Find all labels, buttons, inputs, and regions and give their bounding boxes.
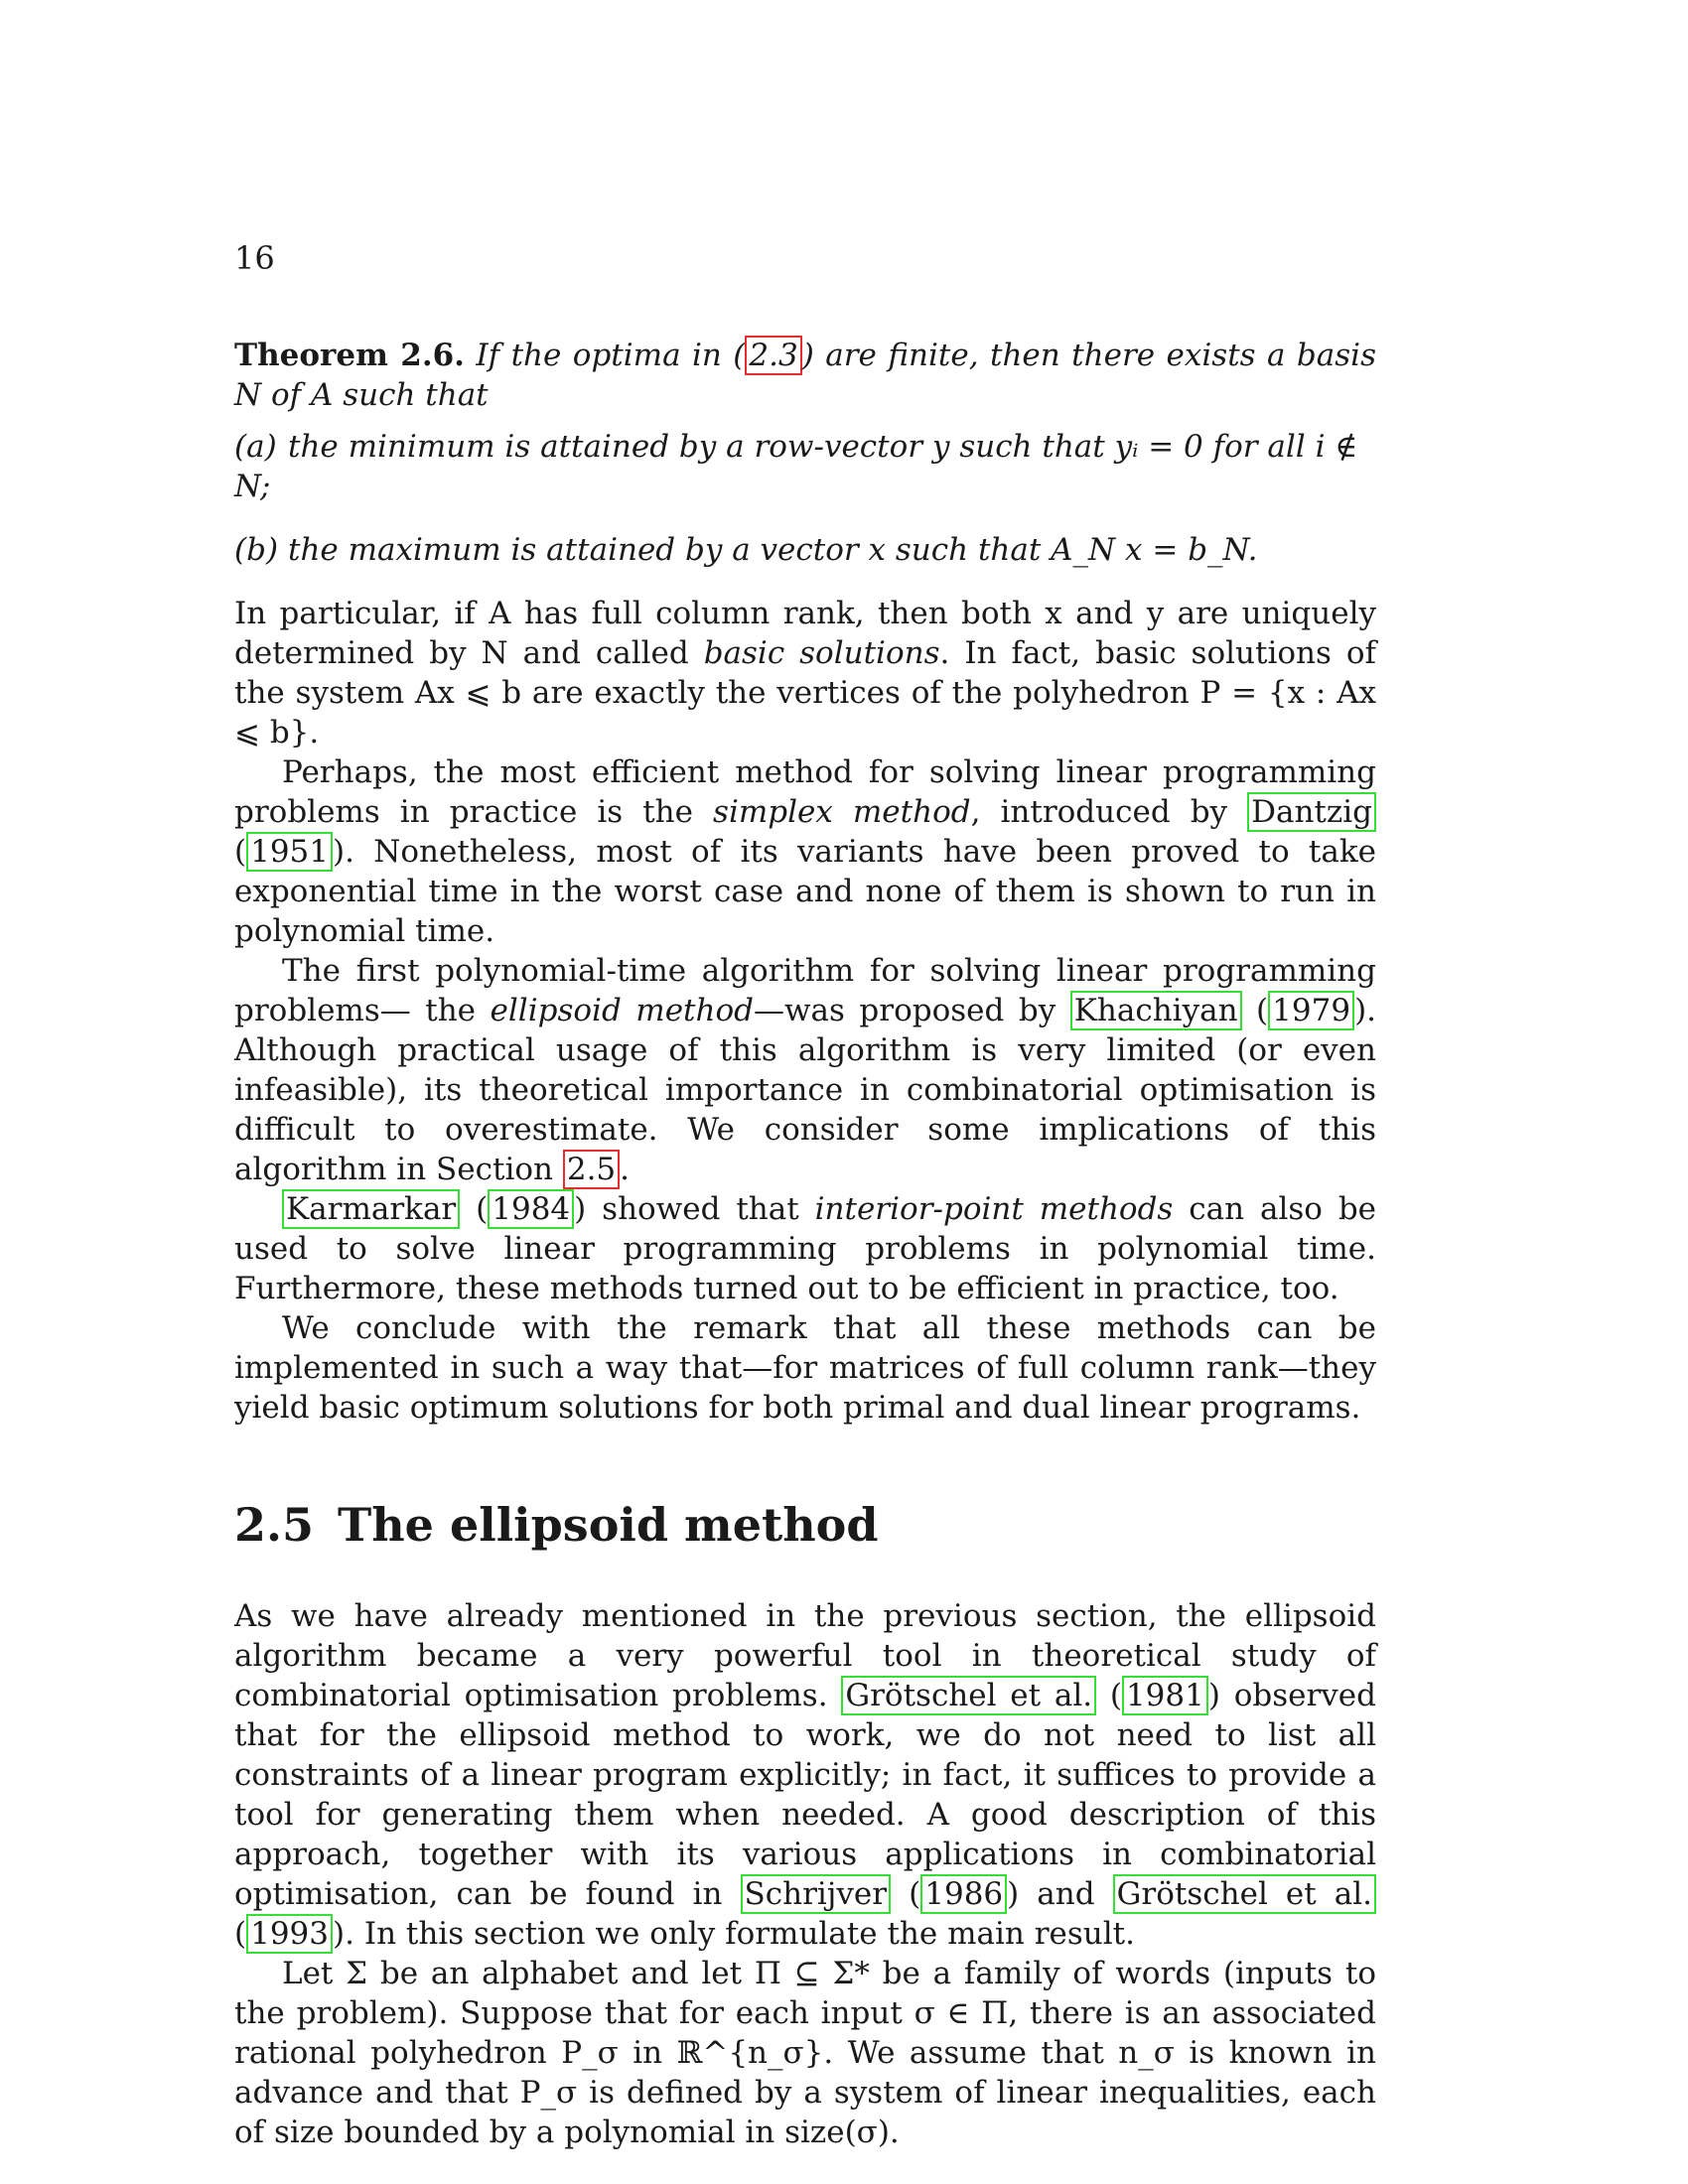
- section-title: The ellipsoid method: [338, 1498, 879, 1552]
- paragraph-basic-solutions: [234, 594, 1376, 752]
- citation-author-link[interactable]: Karmarkar: [282, 1189, 460, 1229]
- emphasis: basic solutions: [703, 635, 940, 671]
- text-run: The first polynomial-time algorithm for solving linear programming problems— the: [234, 953, 1376, 1028]
- citation-year-link[interactable]: 1981: [1122, 1676, 1208, 1715]
- paragraph-ellipsoid-overview: As we have already mentioned in the previous section, the ellipsoid algorithm became a very powerful tool in theoretical study of combinatorial optimisation problems. Grötschel et al. ( 1981 ) observed that for the ellipsoid method to work, we do not need to list all constraints of a linear program explicitly; in fact, it suffices to provide a tool for generating them when needed. A good description of this approach, together with its various applications in combinatorial optimisation, can be found in Schrijver ( 1986 ) and Grötschel et al. ( 1993 ). In this section we only formulate the main result.: [234, 1598, 1376, 1952]
- text-run: We conclude with the remark that all these methods can be implemented in such a way that—for matrices of full column rank—they yield basic optimum solutions for both primal and dual linear programs.: [234, 1310, 1376, 1426]
- text-run: ). Although practical usage of this algorithm is very limited (or even infeasible), its theoretical importance in combinatorial optimisation is difficult to overestimate. We consider some implications of this algorithm in Section: [234, 993, 1377, 1187]
- paragraph-simplex: Perhaps, the most efficient method for solving linear programming problems in practice is the simplex method, introduced by Dantzig ( 1951 ). Nonetheless, most of its variants have been proved to take exponential time in the worst case and none of them is shown to run in polynomial time.: [234, 754, 1376, 949]
- item-text: the minimum is attained by a row-vector y such that yᵢ = 0 for all i ∉ N;: [234, 429, 1358, 504]
- equation-ref-link[interactable]: 2.3: [745, 336, 801, 375]
- theorem-text-part: ) are finite, then there exists a basis N of A such that: [234, 338, 1376, 413]
- text-run: Perhaps, the most efficient method for solving linear programming problems in practice is the: [234, 754, 1376, 830]
- item-label: (b): [234, 532, 279, 568]
- citation-author-link[interactable]: Schrijver: [741, 1874, 892, 1914]
- section-number: 2.5: [234, 1498, 315, 1552]
- emphasis: simplex method: [713, 794, 971, 830]
- theorem-heading: Theorem 2.6.: [234, 338, 465, 373]
- paragraph-conclusion: [234, 1308, 1376, 1428]
- paragraph-alphabet-setup: [234, 1954, 1376, 2152]
- text-run: In particular, if A has full column rank, then both x and y are uniquely determined by N and called: [234, 596, 1376, 671]
- text-run: Let Σ be an alphabet and let Π ⊆ Σ* be a family of words (inputs to the problem). Suppose that for each input σ ∈ Π, there is an associated rational polyhedron P_σ in ℝ^{n_σ}. We assume that n_σ is known in advance and that P_σ is defined by a system of linear inequalities, each of size bounded by a polynomial in size(σ).: [234, 1956, 1376, 2150]
- text-run: ) showed that: [574, 1191, 815, 1227]
- text-run: .: [620, 1152, 631, 1187]
- body-text: [234, 336, 1376, 2152]
- text-run: ) and: [1007, 1876, 1113, 1912]
- text-run: ). In this section we only formulate the main result.: [333, 1916, 1135, 1952]
- theorem-conditions: [234, 427, 1376, 570]
- item-label: (a): [234, 429, 277, 465]
- citation-year-link[interactable]: 1951: [246, 832, 333, 872]
- text-run: ) observed that for the ellipsoid method to work, we do not need to list all constraints of a linear program explicitly; in fact, it suffices to provide a tool for generating them when needed. A good description of this approach, together with its various applications in combinatorial optimisation, can be found in: [234, 1678, 1376, 1912]
- text-run: . In fact, basic solutions of the system Ax ⩽ b are exactly the vertices of the polyhedron P = {x : Ax ⩽ b}.: [234, 635, 1376, 751]
- section-heading: [234, 1497, 1376, 1553]
- paragraph-interior-point: Karmarkar ( 1984 ) showed that interior-point methods can also be used to solve linear programming problems in polynomial time. Furthermore, these methods turned out to be efficient in practice, too.: [234, 1191, 1377, 1306]
- text-run: can also be used to solve linear programming problems in polynomial time. Furthermore, these methods turned out to be efficient in practice, too.: [234, 1191, 1377, 1306]
- theorem-statement: [234, 336, 1376, 415]
- citation-year-link[interactable]: 1993: [246, 1914, 333, 1954]
- list-item: [234, 530, 1376, 570]
- citation-year-link[interactable]: 1984: [488, 1189, 574, 1229]
- citation-author-link[interactable]: Khachiyan: [1070, 991, 1242, 1030]
- theorem-text-part: If the optima in (: [476, 338, 746, 373]
- emphasis: interior-point methods: [814, 1191, 1174, 1227]
- citation-author-link[interactable]: Grötschel et al.: [841, 1676, 1096, 1715]
- text-run: As we have already mentioned in the previous section, the ellipsoid algorithm became a very powerful tool in theoretical study of combinatorial optimisation problems.: [234, 1598, 1376, 1713]
- list-item: [234, 427, 1376, 506]
- page-number: 16: [234, 239, 275, 277]
- item-text: the maximum is attained by a vector x such that A_N x = b_N.: [288, 532, 1258, 568]
- citation-year-link[interactable]: 1986: [920, 1874, 1007, 1914]
- section-ref-link[interactable]: 2.5: [563, 1150, 620, 1189]
- emphasis: ellipsoid method: [490, 993, 754, 1028]
- text-run: , introduced by: [970, 794, 1248, 830]
- text-run: —was proposed by: [753, 993, 1070, 1028]
- citation-author-link[interactable]: Dantzig: [1247, 792, 1376, 832]
- citation-year-link[interactable]: 1979: [1268, 991, 1354, 1030]
- paragraph-ellipsoid-intro: The first polynomial-time algorithm for solving linear programming problems— the ellipsoid method—was proposed by Khachiyan ( 1979 ). Although practical usage of this algorithm is very limited (or even infeasible), its theoretical importance in combinatorial optimisation is difficult to overestimate. We consider some implications of this algorithm in Section 2.5 .: [234, 953, 1377, 1187]
- text-run: ). Nonetheless, most of its variants have been proved to take exponential time in the worst case and none of them is shown to run in polynomial time.: [234, 834, 1376, 949]
- citation-author-link[interactable]: Grötschel et al.: [1113, 1874, 1376, 1914]
